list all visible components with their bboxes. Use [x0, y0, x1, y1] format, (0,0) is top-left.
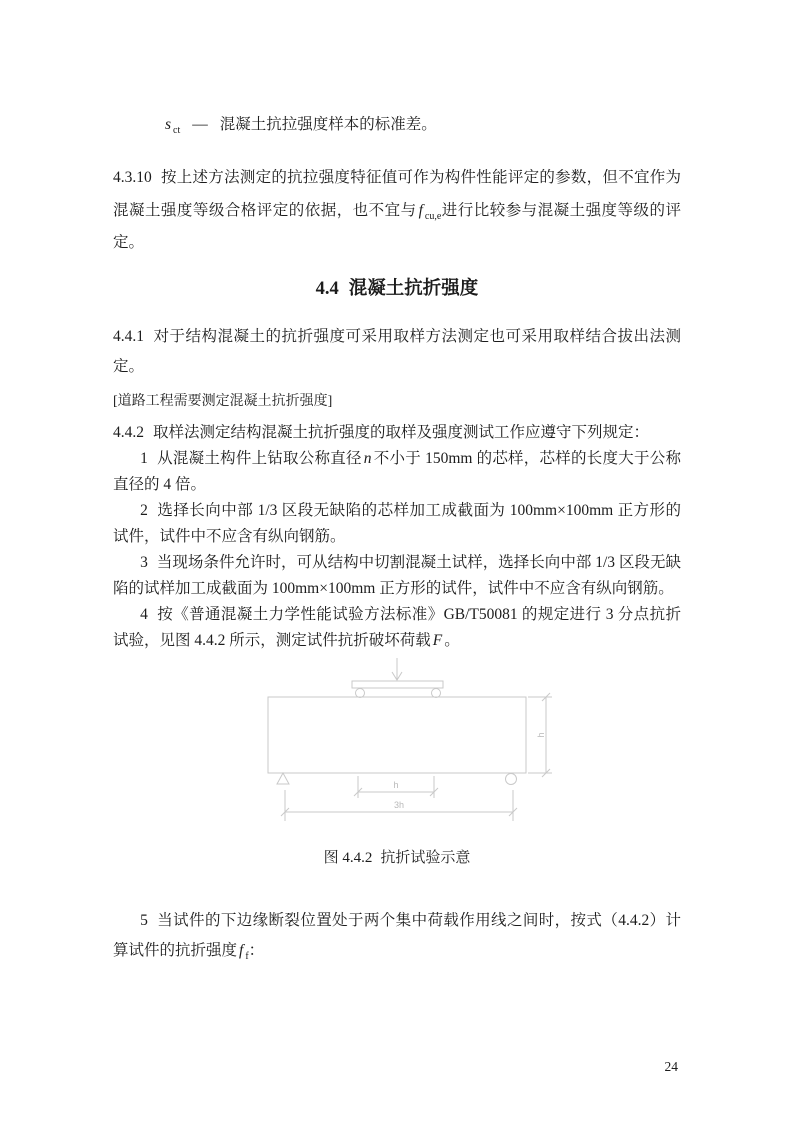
item-number: 1	[140, 449, 148, 467]
load-roller-right	[432, 688, 441, 697]
bracket-note: [道路工程需要测定混凝土抗折强度]	[113, 393, 333, 409]
formula-variable: F	[432, 631, 443, 649]
clause-text: 进行比较参与混凝土强度等级的评定。	[113, 201, 681, 251]
page-number: 24	[664, 1059, 678, 1074]
formula-subscript: cu,e	[424, 210, 442, 222]
flexural-test-svg	[265, 657, 555, 827]
pin-support-triangle	[277, 773, 289, 784]
list-item-2	[113, 498, 681, 550]
specimen-beam	[268, 697, 526, 773]
clause-number: 4.4.2	[113, 423, 144, 441]
load-roller-left	[356, 688, 365, 697]
dim-midspan-label: h	[393, 779, 399, 790]
list-item-5	[113, 906, 681, 966]
clause-number: 4.3.10	[113, 169, 152, 186]
list-item-4	[113, 602, 681, 654]
section-title: 混凝土抗折强度	[348, 278, 479, 299]
roller-support-circle	[506, 773, 517, 784]
formula-variable: f	[239, 941, 244, 959]
clause-4-4-1	[113, 322, 681, 382]
item-number: 3	[140, 553, 148, 571]
symbol-variable: s	[165, 116, 172, 133]
figure-title: 抗折试验示意	[380, 849, 471, 866]
item-text: 当试件的下边缘断裂位置处于两个集中荷载作用线之间时，按式（4.4.2）计算试件的抗折强度	[113, 911, 681, 959]
item-number: 4	[140, 605, 148, 623]
clause-text: 取样法测定结构混凝土抗折强度的取样及强度测试工作应遵守下列规定：	[153, 423, 650, 441]
item-text: 。	[444, 631, 460, 649]
dim-height-label: h	[536, 731, 546, 738]
flexural-test-diagram	[265, 657, 555, 832]
item-text: 从混凝土构件上钻取公称直径	[156, 449, 362, 467]
clause-4-4-2	[113, 420, 681, 446]
figure-caption	[113, 846, 681, 870]
formula-variable: f	[418, 201, 423, 219]
item-text: 当现场条件允许时，可从结构中切割混凝土试样，选择长向中部 1/3 区段无缺陷的试样加工成截面为 100mm×100mm 正方形的试件，试件中不应含有纵向钢筋。	[113, 553, 681, 597]
item-number: 2	[140, 501, 148, 519]
symbol-description: 混凝土抗拉强度样本的标准差。	[219, 116, 437, 133]
clause-text: 按上述方法测定的抗拉强度特征值可作为构件性能评定的参数，但不宜作为混凝土强度等级合格评定的依据，也不宜与	[113, 169, 681, 219]
section-heading-4-4	[113, 274, 681, 304]
figure-number: 图 4.4.2	[323, 849, 373, 866]
clause-number: 4.4.1	[113, 327, 144, 345]
item-text: ：	[248, 941, 265, 959]
load-spreader-plate	[352, 681, 443, 688]
item-text: 不小于 150mm 的芯样，芯样的长度大于公称直径的 4 倍。	[113, 449, 681, 493]
list-item-3	[113, 550, 681, 602]
clause-4-3-10	[113, 162, 681, 260]
formula-variable: n	[363, 449, 372, 467]
dim-span-label: 3h	[393, 799, 405, 810]
symbol-definition	[113, 112, 681, 138]
symbol-subscript: ct	[173, 125, 181, 137]
item-text: 按《普通混凝土力学性能试验方法标准》GB/T50081 的规定进行 3 分点抗折试验，见图 4.4.2 所示，测定试件抗折破坏荷载	[113, 605, 681, 649]
item-number: 5	[140, 911, 148, 929]
formula-subscript: f	[245, 950, 249, 962]
section-number: 4.4	[315, 278, 339, 299]
definition-dash: —	[192, 116, 208, 133]
list-item-1	[113, 446, 681, 498]
item-text: 选择长向中部 1/3 区段无缺陷的芯样加工成截面为 100mm×100mm 正方形的试件，试件中不应含有纵向钢筋。	[113, 501, 681, 545]
clause-text: 对于结构混凝土的抗折强度可采用取样方法测定也可采用取样结合拔出法测定。	[113, 327, 681, 375]
